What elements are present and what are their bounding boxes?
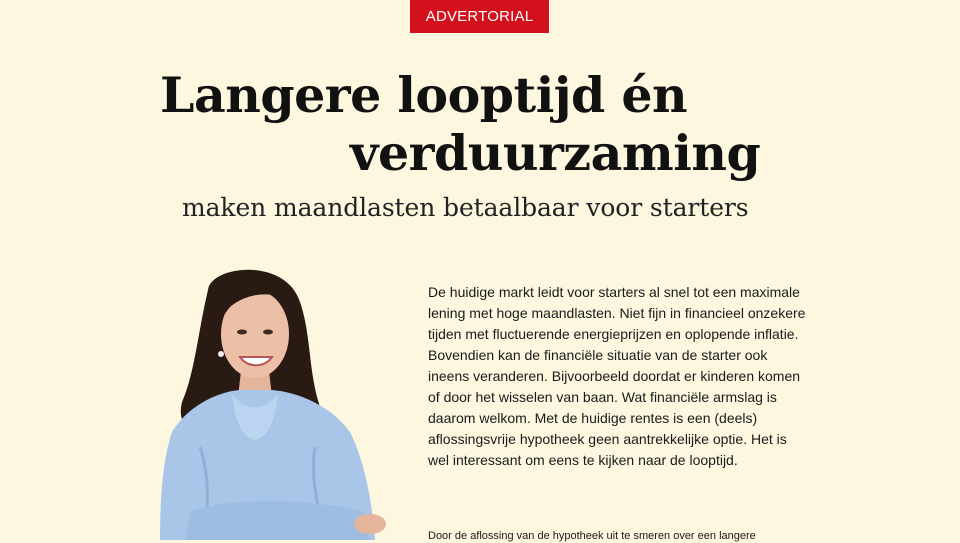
- portrait-photo: [150, 262, 400, 540]
- article-body: [428, 282, 808, 471]
- article-paragraph-2: Door de aflossing van de hypotheek uit te smeren over een langere: [428, 530, 756, 542]
- earring: [218, 351, 224, 357]
- headline-line-1: Langere looptijd én: [160, 66, 688, 124]
- headline-line-2: verduurzaming: [350, 124, 761, 182]
- subheadline: maken maandlasten betaalbaar voor starters: [182, 193, 749, 222]
- hand-shape: [354, 514, 386, 534]
- eye-right: [263, 330, 273, 335]
- article-paragraph-1: De huidige markt leidt voor starters al snel tot een maximale lening met hoge maandlasten. Niet fijn in financieel onzekere tijden met fluctuerende energieprijzen en oplopende inflatie. Bovendien kan de financiële situatie van de starter ook ineens veranderen. Bijvoorbeeld doordat er kinderen komen of door het wisselen van baan. Wat financiële armslag is daarom welkom. Met de huidige rentes is een (deels) aflossingsvrije hypotheek geen aantrekkelijke optie. Het is wel interessant om eens te kijken naar de looptijd.: [428, 284, 806, 468]
- eye-left: [237, 330, 247, 335]
- advertorial-badge: ADVERTORIAL: [410, 0, 549, 33]
